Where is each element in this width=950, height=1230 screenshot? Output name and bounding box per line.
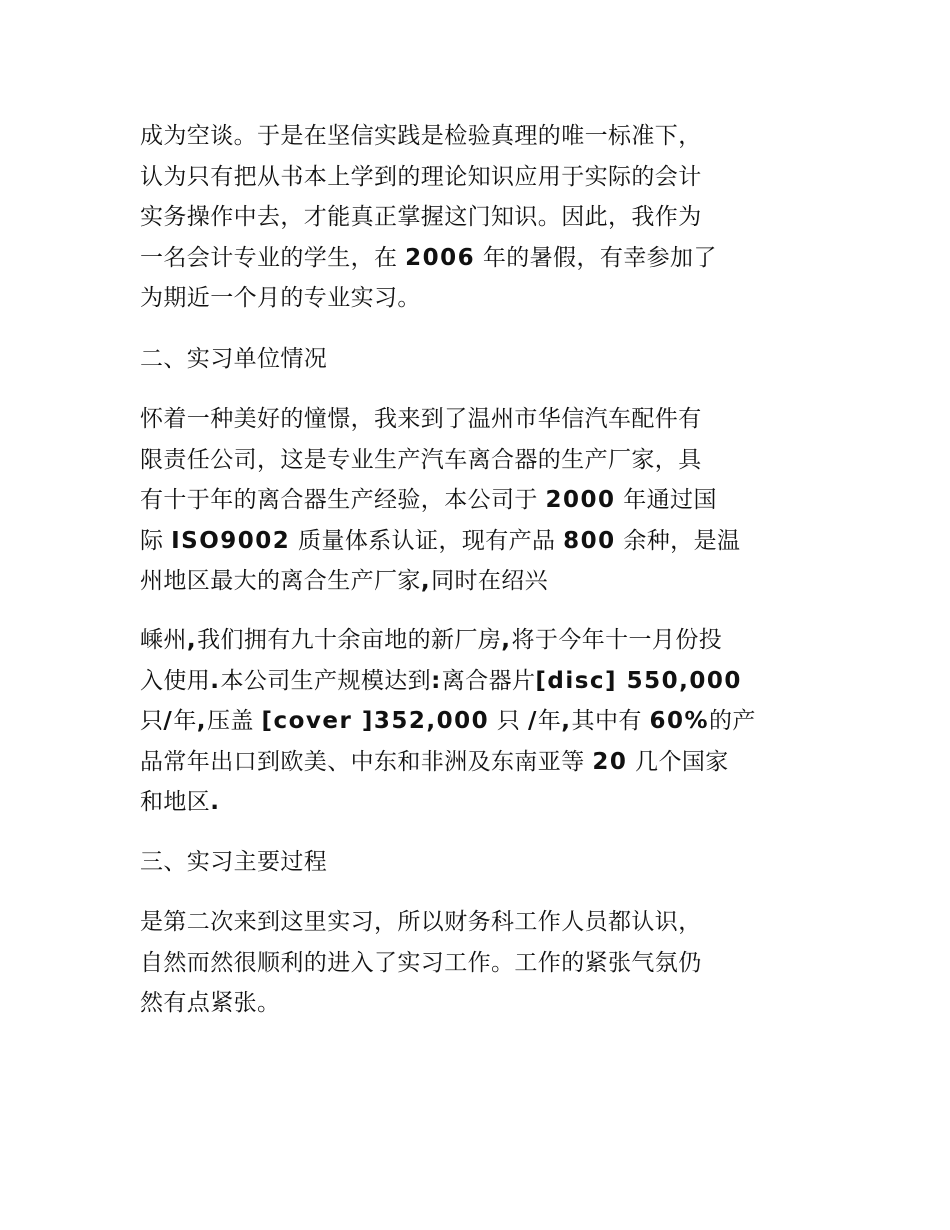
latin-text-run: 800: [563, 527, 616, 554]
text-line: 只/年,压盖 [cover ]352,000 只 /年,其中有 60%的产: [140, 708, 756, 734]
text-line: 是第二次来到这里实习，所以财务科工作人员都认识，: [140, 909, 702, 935]
text-line: 认为只有把从书本上学到的理论知识应用于实际的会计: [140, 163, 702, 190]
text-line: 一名会计专业的学生，在 2006 年的暑假，有幸参加了: [140, 244, 717, 271]
latin-text-run: /: [163, 708, 174, 734]
latin-text-run: 60%: [649, 708, 710, 734]
latin-text-run: ,: [186, 627, 198, 653]
latin-text-run: 20: [592, 748, 628, 775]
text-line: 成为空谈。于是在坚信实践是检验真理的唯一标准下，: [140, 123, 702, 149]
text-line: 品常年出口到欧美、中东和非洲及东南亚等 20 几个国家: [140, 748, 729, 775]
paragraph-process: [140, 902, 820, 1024]
text-line: 限责任公司，这是专业生产汽车离合器的生产厂家，具: [140, 446, 702, 473]
text-line: 嵊州,我们拥有九十余亩地的新厂房,将于今年十一月份投: [140, 627, 723, 653]
latin-text-run: ,: [561, 708, 572, 734]
latin-text-run: /: [527, 708, 538, 734]
text-line: 然有点紧张。: [140, 990, 281, 1016]
heading-text: 三、实习主要过程: [140, 849, 328, 875]
text-line: 实务操作中去，才能真正掌握这门知识。因此，我作为: [140, 204, 702, 230]
heading-text: 二、实习单位情况: [140, 346, 328, 372]
latin-text-run: [disc] 550,000: [535, 667, 742, 694]
latin-text-run: 2000: [545, 487, 616, 513]
latin-text-run: ISO9002: [171, 527, 291, 554]
text-line: 自然而然很顺利的进入了实习工作。工作的紧张气氛仍: [140, 949, 702, 976]
text-line: 和地区.: [140, 789, 221, 815]
latin-text-run: 2006: [405, 244, 476, 271]
paragraph-intro: [140, 116, 820, 319]
latin-text-run: .: [210, 789, 221, 815]
text-line: 入使用.本公司生产规模达到:离合器片[disc] 550,000: [140, 667, 742, 694]
text-line: 际 ISO9002 质量体系认证，现有产品 800 余种，是温: [140, 527, 741, 554]
text-line: 有十于年的离合器生产经验，本公司于 2000 年通过国: [140, 487, 717, 513]
latin-text-run: ,: [196, 708, 207, 734]
section-heading-2: [140, 339, 820, 380]
text-line: 为期近一个月的专业实习。: [140, 285, 421, 311]
paragraph-production: [140, 620, 820, 823]
section-heading-3: [140, 842, 820, 883]
latin-text-run: :: [431, 667, 442, 694]
latin-text-run: ,: [501, 627, 512, 653]
latin-text-run: ,: [420, 568, 432, 594]
text-line: 州地区最大的离合生产厂家,同时在绍兴: [140, 568, 549, 594]
paragraph-company: [140, 399, 820, 602]
latin-text-run: [cover ]352,000: [261, 708, 490, 734]
text-line: 怀着一种美好的憧憬，我来到了温州市华信汽车配件有: [140, 406, 702, 432]
latin-text-run: .: [210, 667, 221, 694]
